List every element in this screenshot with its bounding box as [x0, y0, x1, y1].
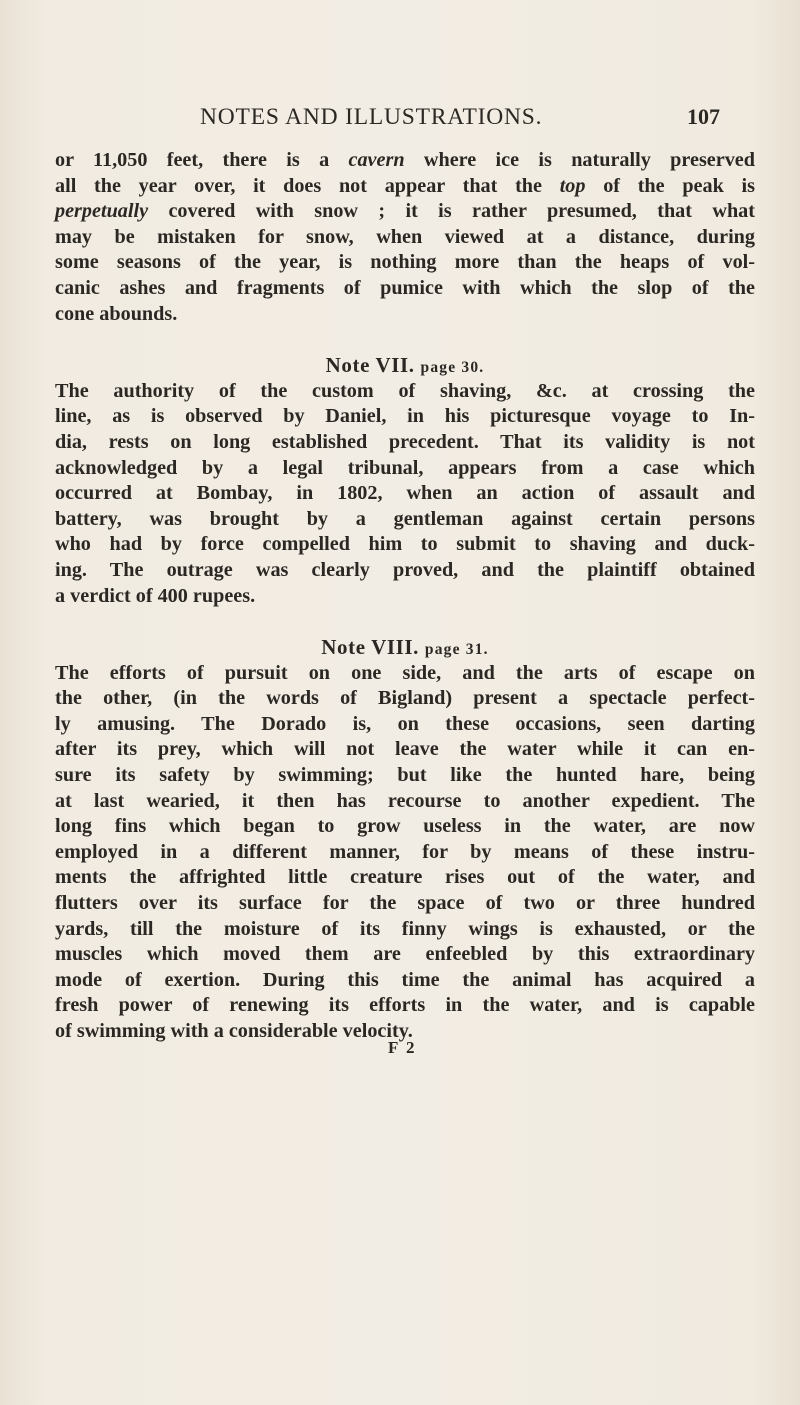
- text-line: the other, (in the words of Bigland) present a spectacle perfect-: [55, 687, 755, 710]
- text-line: a verdict of 400 rupees.: [55, 584, 256, 607]
- text-line: mode of exertion. During this time the animal has acquired a: [55, 968, 755, 991]
- text-line: The efforts of pursuit on one side, and the arts of escape on: [55, 661, 755, 684]
- text-line: or 11,050 feet, there is a cavern where ice is naturally preserved: [55, 149, 755, 171]
- running-head: [100, 104, 720, 134]
- page-number: 107: [687, 104, 720, 129]
- text-line: perpetually covered with snow ; it is rather presumed, that what: [55, 200, 755, 223]
- text-line: yards, till the moisture of its finny wings is exhausted, or the: [55, 917, 755, 940]
- text-line: ly amusing. The Dorado is, on these occasions, seen darting: [55, 712, 755, 735]
- note-heading: [55, 635, 755, 661]
- text-line: ments the affrighted little creature rises out of the water, and: [55, 866, 755, 889]
- text-line: at last wearied, it then has recourse to another expedient. The: [55, 789, 755, 812]
- emphasis: top: [559, 174, 586, 197]
- note-heading: [55, 353, 755, 379]
- text-line: employed in a different manner, for by means of these instru-: [55, 840, 755, 863]
- text-line: all the year over, it does not appear that the top of the peak is: [55, 174, 755, 197]
- text-line: dia, rests on long established precedent. That its validity is not: [55, 430, 755, 453]
- emphasis: cavern: [348, 149, 405, 171]
- text-line: may be mistaken for snow, when viewed at a distance, during: [55, 225, 755, 248]
- text-line: some seasons of the year, is nothing more than the heaps of vol-: [55, 251, 755, 274]
- note-viii: [55, 635, 755, 1045]
- text-line: after its prey, which will not leave the water while it can en-: [55, 738, 755, 761]
- body-text: [55, 148, 755, 1045]
- signature-mark: F 2: [388, 1038, 417, 1057]
- text-line: sure its safety by swimming; but like the hunted hare, being: [55, 764, 755, 787]
- text-line: occurred at Bombay, in 1802, when an action of assault and: [55, 482, 755, 505]
- text-line: ing. The outrage was clearly proved, and the plaintiff obtained: [55, 558, 755, 581]
- note-heading-page: page 30.: [420, 359, 485, 377]
- text-line: acknowledged by a legal tribunal, appears from a case which: [55, 456, 755, 479]
- note-vii: [55, 353, 755, 609]
- text-line: canic ashes and fragments of pumice with which the slop of the: [55, 276, 755, 299]
- text-line: flutters over its surface for the space of two or three hundred: [55, 892, 755, 915]
- text-line: muscles which moved them are enfeebled by this extraordinary: [55, 943, 755, 966]
- note-heading-label: Note VII.: [325, 353, 415, 378]
- paragraph-continued: [55, 148, 755, 327]
- emphasis: perpetually: [55, 200, 149, 223]
- text-line: long fins which began to grow useless in the water, are now: [55, 815, 755, 838]
- text-line: battery, was brought by a gentleman against certain persons: [55, 507, 755, 530]
- running-title: NOTES AND ILLUSTRATIONS.: [200, 104, 543, 130]
- note-heading-page: page 31.: [424, 641, 489, 659]
- text-line: cone abounds.: [55, 302, 178, 325]
- note-heading-label: Note VIII.: [321, 635, 420, 660]
- text-line: who had by force compelled him to submit to shaving and duck-: [55, 533, 755, 556]
- text-line: The authority of the custom of shaving, &c. at crossing the: [55, 379, 755, 402]
- text-line: fresh power of renewing its efforts in the water, and is capable: [55, 994, 755, 1017]
- text-line: of swimming with a considerable velocity.: [55, 1020, 413, 1042]
- text-line: line, as is observed by Daniel, in his picturesque voyage to In-: [55, 405, 755, 428]
